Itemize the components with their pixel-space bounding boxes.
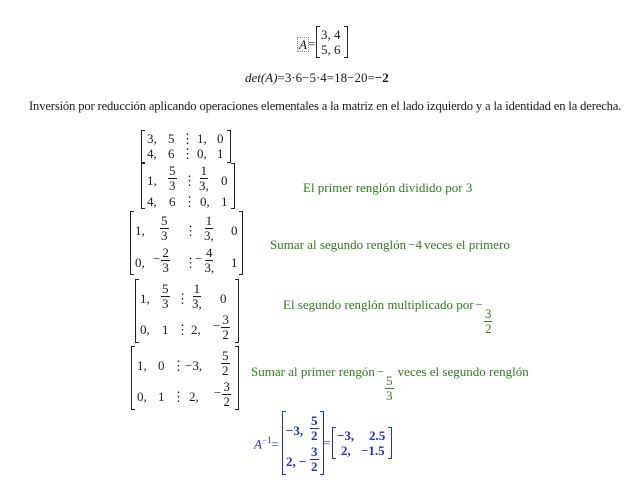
step3-r1c4: 0: [231, 223, 238, 238]
step3-label-a: Sumar al segundo renglón: [270, 237, 407, 252]
step4-label-b: −: [475, 297, 483, 312]
step5-r1c1: 1,: [137, 358, 147, 373]
step2-r2c4: 1: [221, 194, 228, 209]
step4-label-num: 3: [484, 306, 492, 321]
step3-label-c: veces el primero: [423, 237, 510, 252]
step1-r1c1: 3,: [147, 131, 157, 146]
inverse-exponent: −1: [261, 435, 272, 445]
inverse-frac-r1a: −3,: [286, 423, 304, 438]
step5-label-num: 5: [386, 373, 393, 388]
step5-matrix: [131, 347, 239, 409]
step1-r1-sep: ⋮: [181, 131, 194, 146]
step4-r1c3: $\frac{1}{3,}$: [192, 281, 202, 311]
step5-r2c4: − $\frac{3}{2}$: [214, 379, 230, 409]
step5-r1c4: $\frac{5}{2}$: [222, 348, 229, 378]
step2-r2c2: 6: [169, 194, 176, 209]
step5-label-a: Sumar al primer rengón: [251, 364, 375, 379]
step1-r2c3: 0,: [197, 146, 207, 161]
step3-r1c2: $\frac{5}{3}$: [161, 213, 168, 243]
inverse-frac-r2b-den: 2: [311, 458, 318, 474]
step4-r2-sep: ⋮: [176, 322, 189, 337]
matrix-A: [316, 27, 348, 57]
determinant-expression: =3·6−5·4=18−20=: [277, 70, 375, 85]
step3-r1c3: $\frac{1}{3,}$: [204, 213, 214, 243]
step3-matrix: [130, 212, 243, 274]
step5-r2c3: 2,: [189, 389, 199, 404]
step5-r2c2: 1: [158, 389, 165, 404]
inverse-frac-r2a: 2, −: [286, 454, 307, 469]
step1-r1c4: 0: [217, 131, 224, 146]
step4-label-den: 2: [484, 320, 492, 336]
inverse-symbol: [254, 435, 279, 452]
inverse-decimal-matrix: [332, 428, 392, 458]
inverse-frac-r2b: [309, 445, 320, 473]
step5-label-b: −: [376, 364, 385, 379]
inverse-dec-r2a: 2,: [341, 443, 351, 458]
step5-r1c2: 0: [158, 358, 165, 373]
step5-label-c: veces el segundo renglón: [397, 364, 529, 379]
inverse-equals: =: [271, 436, 279, 452]
inverse-frac-r1b-num: 5: [311, 413, 318, 428]
step2-r1c2: $\frac{5}{3}$: [169, 163, 176, 193]
inverse-equals-2: =: [323, 435, 331, 450]
step3-r1-sep: ⋮: [184, 223, 197, 238]
step4-r1-sep: ⋮: [176, 291, 189, 306]
step4-r2c2: 1: [162, 322, 169, 337]
step5-label: [251, 364, 529, 402]
step5-r2-sep: ⋮: [172, 389, 185, 404]
step4-label: [283, 297, 493, 335]
determinant-lhs: det(A): [245, 70, 278, 85]
step2-matrix: [141, 164, 235, 208]
inverse-dec-r1a: −3,: [337, 428, 355, 443]
step2-r2-sep: ⋮: [183, 194, 196, 209]
step2-r1-sep: ⋮: [183, 173, 196, 188]
step4-r1c2: $\frac{5}{3}$: [162, 281, 169, 311]
inverse-fraction-matrix: [282, 412, 324, 474]
step4-r1c1: 1,: [140, 291, 150, 306]
step2-label: El primer renglón dividido por 3: [303, 180, 473, 195]
step3-label-b: −4: [408, 237, 422, 252]
step4-r1c4: 0: [220, 291, 227, 306]
step1-r2c4: 1: [217, 146, 224, 161]
step3-label: [270, 237, 510, 253]
step5-label-den: 3: [386, 387, 393, 403]
step2-r1c1: 1,: [147, 173, 157, 188]
determinant-result: −2: [374, 70, 389, 85]
step4-r2c3: 2,: [191, 322, 201, 337]
step4-r2c1: 0,: [140, 322, 150, 337]
matrix-symbol-A: A: [299, 37, 307, 52]
step5-r2c1: 0,: [137, 389, 147, 404]
step1-r2c1: 4,: [147, 146, 157, 161]
step1-r1c2: 5: [168, 131, 175, 146]
step4-label-a: El segundo renglón multiplicado por: [283, 297, 474, 312]
step3-r2c3: − $\frac{4}{3,}$: [195, 245, 215, 275]
step3-r2c1: 0,: [135, 255, 145, 270]
step1-r2-sep: ⋮: [181, 146, 194, 161]
equals-sign: =: [308, 36, 316, 51]
matrix-A-row1: 3, 4: [321, 27, 341, 42]
step1-r2c2: 6: [168, 146, 175, 161]
step3-r2c2: − $\frac{2}{3}$: [153, 245, 169, 275]
step1-matrix: [141, 131, 231, 162]
step4-matrix: [135, 280, 239, 342]
step3-r2c4: 1: [231, 255, 238, 270]
step1-r1c3: 1,: [197, 131, 207, 146]
matrix-A-row2: 5, 6: [321, 42, 341, 57]
step2-r2c3: 0,: [200, 194, 210, 209]
inverse-dec-r1b: 2.5: [369, 428, 386, 443]
determinant-line: [245, 70, 389, 86]
inverse-dec-r2b: −1.5: [361, 443, 385, 458]
step2-r2c1: 4,: [147, 194, 157, 209]
step5-r1-sep: ⋮: [172, 358, 185, 373]
inverse-frac-r1b-den: 2: [311, 427, 318, 443]
step5-r1c3: −3,: [185, 358, 203, 373]
inverse-symbol-letter: A: [254, 436, 262, 452]
step3-r1c1: 1,: [135, 223, 145, 238]
inverse-frac-r1b: [309, 414, 320, 442]
step4-r2c4: − $\frac{3}{2}$: [213, 312, 229, 342]
inverse-frac-r2b-num: 3: [311, 444, 318, 459]
intro-text: Inversión por reducción aplicando operaciones elementales a la matriz en el lado izquierdo y a la identidad en la derecha.: [29, 99, 622, 113]
step2-r1c4: 0: [221, 173, 228, 188]
step2-r1c3: $\frac{1}{3,}$: [199, 163, 209, 193]
step3-r2-sep: ⋮: [184, 255, 197, 270]
